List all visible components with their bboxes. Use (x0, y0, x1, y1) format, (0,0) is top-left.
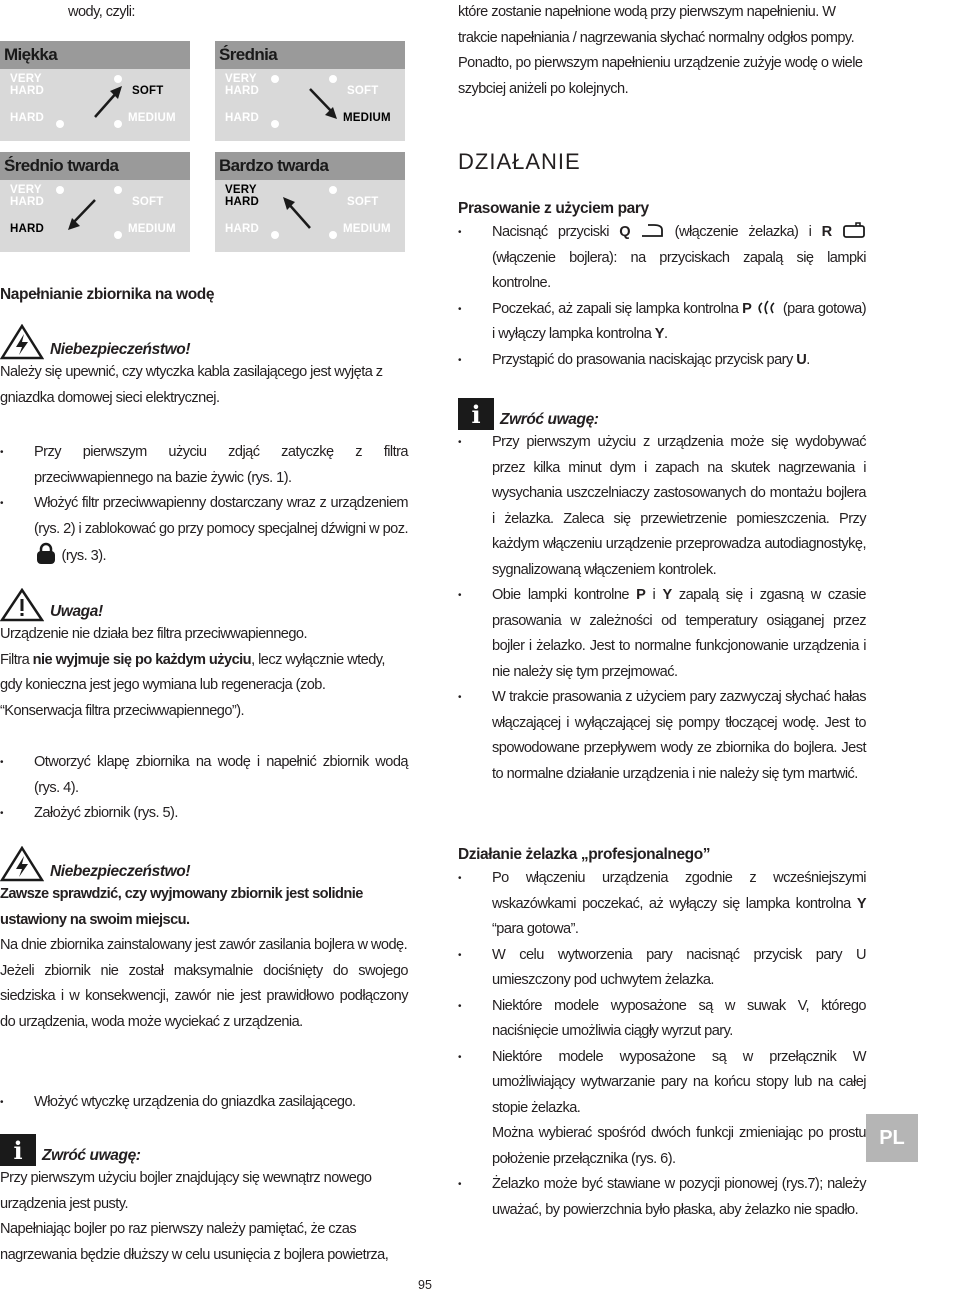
exclamation-warning-icon (0, 588, 44, 622)
danger-block-2: Niebezpieczeństwo! Zawsze sprawdzić, czy wyjmowany zbiornik jest solidnie ustawiony na swoim miejscu. Na dnie zbiornika zainstalowany jest zawór zasilania bojlera w wodę. Jeżeli zbiornik nie został maksymalnie dociśnięty do swojego siedziska i w konsekwencji, zawór nie jest prawidłowo podłączony do urządzenia, woda może wyciekać z urządzenia. (0, 846, 408, 1035)
bullet-list-2 (0, 750, 408, 827)
list-item: • Po włączeniu urządzenia zgodnie z wcześniejszymi wskazówkami poczekać, aż wyłączy się lampka kontrolna Y “para gotowa”. (458, 866, 866, 943)
boiler-icon (842, 222, 866, 238)
danger-title: Niebezpieczeństwo! (50, 341, 191, 358)
danger-title: Niebezpieczeństwo! (50, 863, 191, 880)
list-item: • W trakcie prasowania z użyciem pary zazwyczaj słychać hałas włączającej i wyłączającej się pompy tłoczącej wodę. Jest to spowodowane przepływem wody ze zbiornika do bojlera. Jest to normalne działanie urządzenia i nie należy się tym martwić. (458, 685, 866, 787)
dial-name: Średnio twarda (4, 156, 119, 175)
danger-text: Należy się upewnić, czy wtyczka kabla zasilającego jest wyjęta z gniazdka domowej sieci elektrycznej. (0, 364, 383, 406)
note-title: Zwróć uwagę: (500, 411, 599, 428)
dial-name: Średnia (219, 45, 278, 64)
language-tab: PL (866, 1114, 918, 1162)
dial-arrow-icon (0, 180, 190, 252)
danger-block-1 (0, 324, 408, 411)
dial-very-hard: Bardzo twarda VERY HARD SOFT HARD MEDIUM (215, 152, 405, 252)
note-title: Zwróć uwagę: (42, 1147, 141, 1164)
list-item: • Przy pierwszym użyciu z urządzenia może się wydobywać przez kilka minut dym i zapach na skutek nagrzewania i wysychania uszczelniaczy zastosowanych do montażu bojlera i żelazka. Zaleca się przewietrzenie pomieszczenia. Przy każdym włączeniu urządzenie przeprowadza autodiagnostykę, sygnalizowaną włączeniem kontrolek. (458, 430, 866, 583)
list-item: • Przystąpić do prasowania naciskając przycisk pary U. (458, 348, 866, 374)
steam-section: Prasowanie z użyciem pary • Nacisnąć przyciski Q (włączenie żelazka) i R (włączenie bojlera): na przyciskach zapalą się lampki kontrolne. • Poczekać, aż zapali się lampka kontrolna P (para gotowa) i wyłączy lampka kontrolna Y. • Przystąpić do prasowania naciskając przycisk pary U. (458, 198, 866, 373)
lightning-warning-icon (0, 846, 44, 882)
info-icon: i (0, 1134, 36, 1166)
list-item: • Niektóre modele wyposażone są w przełącznik W umożliwiający wytwarzanie pary na końcu stopy lub na całej stopie żelazka. Można wybierać spośród dwóch funkcji zmieniając po prostu położenie przełącznika (rys. 6). (458, 1045, 866, 1173)
dial-hard: Średnio twarda VERY HARD SOFT HARD MEDIUM (0, 152, 190, 252)
bullet-list-1 (0, 440, 408, 570)
list-item: • Niektóre modele wyposażone są w suwak V, którego naciśnięcie umożliwia ciągły wyrzut pary. (458, 994, 866, 1045)
left-column (0, 0, 408, 1294)
lock-icon (34, 542, 58, 564)
intro-text: wody, czyli: (68, 4, 135, 20)
filling-heading: Napełnianie zbiornika na wodę (0, 286, 215, 303)
dial-arrow-icon (215, 69, 405, 141)
dial-arrow-icon (0, 69, 190, 141)
dial-name: Bardzo twarda (219, 156, 329, 175)
right-column (458, 0, 866, 1294)
list-item: • Przy pierwszym użyciu zdjąć zatyczkę z filtra przeciwwapiennego na bazie żywic (rys. 1). (0, 440, 408, 491)
lightning-warning-icon (0, 324, 44, 360)
dial-name: Miękka (4, 45, 58, 64)
note-block-1: i Zwróć uwagę: Przy pierwszym użyciu bojler znajdujący się wewnątrz nowego urządzenia jest pusty. Napełniając bojler po raz pierwszy należy pamiętać, że czas nagrzewania będzie dłuższy w celu usunięcia z bojlera powietrza, (0, 1135, 389, 1263)
dial-arrow-icon (215, 180, 405, 252)
page-number: 95 (418, 1278, 432, 1292)
info-icon: i (458, 398, 494, 430)
list-item: • W celu wytworzenia pary nacisnąć przycisk pary U umieszczony pod uchwytem żelazka. (458, 943, 866, 994)
warning-block: Uwaga! Urządzenie nie działa bez filtra przeciwwapiennego. Filtra nie wyjmuje się po każdym użyciu, lecz wyłącznie wtedy, gdy konieczna jest jego wymiana lub regeneracja (zob. “Konserwacja filtra przeciwwapiennego”). (0, 588, 408, 724)
warning-title: Uwaga! (50, 603, 103, 620)
dial-medium: Średnia VERY HARD SOFT HARD MEDIUM (215, 41, 405, 141)
bullet-list-3 (0, 1090, 408, 1116)
list-item: • Włożyć filtr przeciwwapienny dostarczany wraz z urządzeniem (rys. 2) i zablokować go przy pomocy specjalnej dźwigni w poz. (rys. 3). (0, 491, 408, 570)
list-item: • Nacisnąć przyciski Q (włączenie żelazka) i R (włączenie bojlera): na przyciskach zapalą się lampki kontrolne. (458, 220, 866, 297)
steam-icon (755, 299, 779, 315)
note-block-2 (458, 398, 866, 787)
list-item: • Żelazko może być stawiane w pozycji pionowej (rys.7); należy uważać, by powierzchnia było płaska, aby żelazko nie spadło. (458, 1172, 866, 1223)
dial-soft: Miękka VERY HARD SOFT HARD MEDIUM (0, 41, 190, 141)
list-item: • Obie lampki kontrolne P i Y zapalą się i zgasną w czasie prasowania w zależności od temperatury osiąganej przez bojler i żelazko. Jest to normalne funkcjonowanie urządzenia i nie należy się tym przejmować. (458, 583, 866, 685)
right-intro: które zostanie napełnione wodą przy pierwszym napełnieniu. W trakcie napełniania / nagrzewania słychać normalny odgłos pompy. Ponadto, po pierwszym napełnieniu urządzenie zużyje wodę o wiele szybciej aniżeli po kolejnych. (458, 4, 863, 97)
list-item: • Założyć zbiornik (rys. 5). (0, 801, 408, 827)
list-item: • Otworzyć klapę zbiornika na wodę i napełnić zbiornik wodą (rys. 4). (0, 750, 408, 801)
section-heading: DZIAŁANIE (458, 149, 581, 174)
list-item: • Poczekać, aż zapali się lampka kontrolna P (para gotowa) i wyłączy lampka kontrolna Y. (458, 297, 866, 348)
list-item: • Włożyć wtyczkę urządzenia do gniazdka zasilającego. (0, 1090, 408, 1116)
pro-section: Działanie żelazka „profesjonalnego” • Po włączeniu urządzenia zgodnie z wcześniejszymi wskazówkami poczekać, aż wyłączy się lampka kontrolna Y “para gotowa”. • W celu wytworzenia pary nacisnąć przycisk pary U umieszczony pod uchwytem żelazka. • Niektóre modele wyposażone są w suwak V, którego naciśnięcie umożliwia ciągły wyrzut pary. • Niektóre modele wyposażone są w przełącznik W umożliwiający wytwarzanie pary na końcu stopy lub na całej stopie żelazka. Można wybierać spośród dwóch funkcji zmieniając po prostu położenie przełącznika (rys. 6). • Żelazko może być stawiane w pozycji pionowej (rys.7); należy uważać, by powierzchnia było płaska, aby żelazko nie spadło. (458, 844, 866, 1223)
iron-icon (640, 222, 664, 238)
